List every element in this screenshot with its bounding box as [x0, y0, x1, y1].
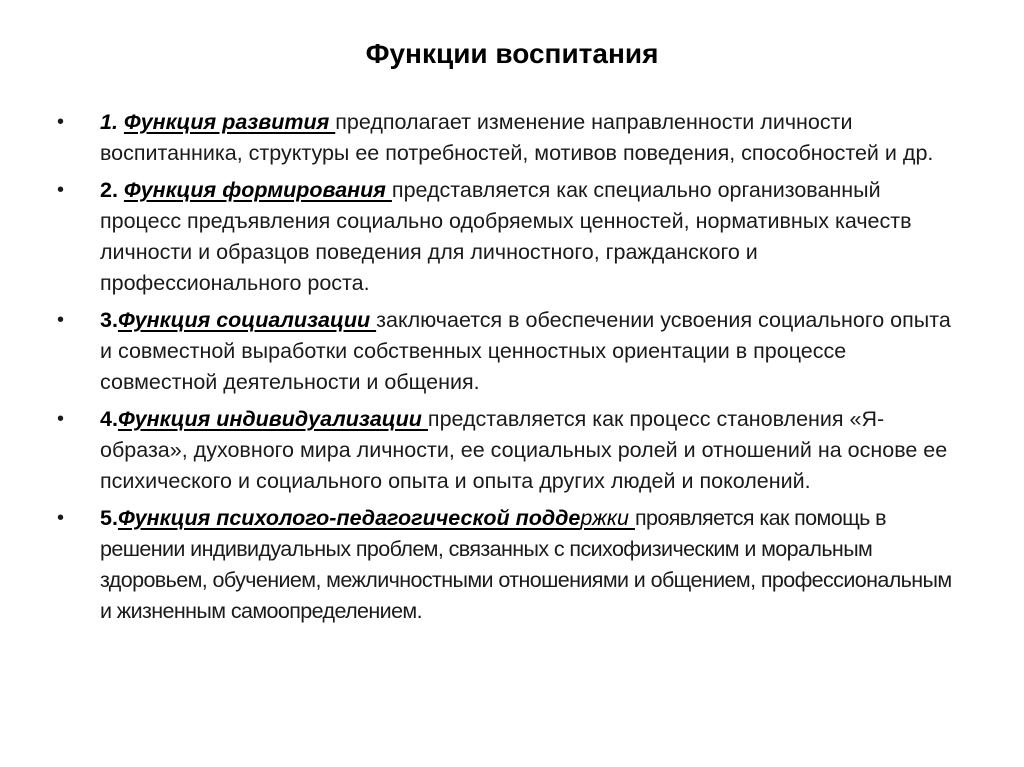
functions-list [57, 107, 957, 633]
list-item-individualization [57, 404, 957, 497]
item-text: заключается в обеспечении усвоения социального опыта и совместной выработки собственных ценностных ориентации в процессе совместной деятельности и общения. [100, 308, 951, 394]
list-item-development [57, 107, 957, 169]
bullet-icon: • [57, 179, 65, 201]
item-text: проявляется как помощь в решении индивидуальных проблем, связанных с психофизическим и моральным здоровьем, обучением, межличностными отношениями и общением, профессиональным и жизненным самоопределением. [100, 506, 952, 623]
item-term: Функция социализации [117, 308, 377, 332]
list-item-socialization [57, 305, 957, 398]
item-term: Функция индивидуализации [117, 407, 428, 431]
bullet-icon: • [57, 507, 65, 529]
item-number: 2. [100, 178, 124, 202]
item-term: Функция развития [123, 110, 336, 134]
item-number: 3. [100, 308, 118, 332]
bullet-icon: • [57, 408, 65, 430]
bullet-icon: • [57, 309, 65, 331]
item-term: Функция формирования [123, 178, 392, 202]
item-number: 5. [100, 506, 118, 530]
bullet-icon: • [57, 111, 65, 133]
list-item-support [57, 503, 957, 627]
item-text: представляется как процесс становления «Я-образа», духовного мира личности, ее социальных ролей и отношений на основе ее психического и социального опыта и опыта других людей и поколений. [100, 407, 948, 493]
item-term: Функция психолого-педагогической подде [117, 506, 581, 530]
item-text: представляется как специально организованный процесс предъявления социально одобряемых ценностей, нормативных качеств личности и образцов поведения для личностного, гражданского и профессионального роста. [100, 178, 912, 295]
item-number: 4. [100, 407, 118, 431]
item-term-tail: ржки [580, 506, 635, 530]
slide-title: Функции воспитания [365, 38, 659, 69]
list-item-formation [57, 175, 957, 299]
item-number: 1. [100, 110, 124, 134]
item-text: предполагает изменение направленности личности воспитанника, структуры ее потребностей, мотивов поведения, способностей и др. [100, 110, 934, 165]
